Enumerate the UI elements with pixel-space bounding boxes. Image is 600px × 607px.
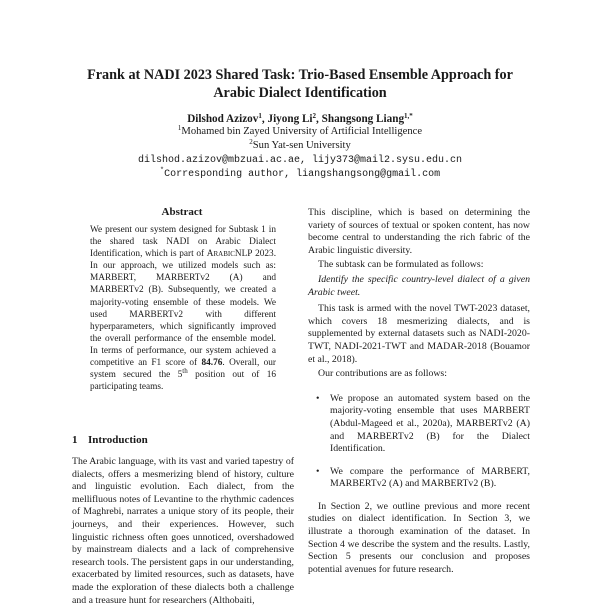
author-3: Shangsong Liang [321,113,405,125]
section-number: 1 [72,434,78,446]
contribution-2: We compare the performance of MARBERT, MARBERTv2 (A) and MARBERTv2 (B). [330,465,530,490]
author-list: Dilshod Azizov$^1$, Jiyong Li$^2$, Shangsong Liang$^{1,*}$ [187,112,413,125]
right-paragraph-5: In Section 2, we outline previous and more recent studies on dialect identification. In Section 3, we illustrate a thorough examination of the dataset. In Section 4 we describe the system and the results. Lastly, Section 5 presents our conclusion and proposes potential avenues for future research. [308,500,530,575]
title-line-1: Frank at NADI 2023 Shared Task: Trio-Based Ensemble Approach for [87,67,513,83]
abstract-heading: Abstract [161,206,203,218]
contributions-list [308,393,530,491]
list-item [308,466,530,491]
contributions-intro: Our contributions are as follows: [318,368,447,380]
title-line-2: Arabic Dialect Identification [213,85,387,101]
affiliation-2-sup: 2 [249,138,253,146]
corresponding-sup: * [159,167,165,175]
section-heading-introduction [72,434,148,446]
affiliation-1-text: Mohamed bin Zayed University of Artificial Intelligence [181,126,423,137]
right-paragraph-3: This task is armed with the novel TWT-2023 dataset, which covers 18 mesmerizing dialects, and is supplemented by external datasets such as NADI-2020-TWT, NADI-2021-TWT and MADAR-2018 (Bouamor et al., 2018). [308,303,530,365]
affiliation-2 [60,140,540,151]
abstract-text-4: position out of 16 participating teams. [90,370,276,393]
bullet-icon: • [316,392,320,404]
abstract-body [90,224,276,393]
corresponding-text: Corresponding author, liangshangsong@gmail.com [164,169,441,180]
arabicnlp-name: ArabicNLP [206,249,253,260]
right-paragraph-2: The subtask can be formulated as follows: [318,259,484,271]
right-column [308,207,530,576]
abstract-text-3: . Overall, our system secured the 5 [90,358,276,381]
introduction-paragraph: The Arabic language, with its vast and varied tapestry of dialects, offers a mesmerizing blend of history, culture and linguistic evolution. Each dialect, from the mellifluous notes of Levantine to the rhythmic cadences of Maghrebi, narrates a unique story of its people, their journeys, and their experiences. However, such linguistic richness often goes unnoticed, overshadowed by mainstream dialects and a lack of comprehensive research tools. The persistent gaps in our understanding, exacerbated by limited resources, such as datasets, have made the exploration of these dialects both a challenge and a treasure hunt for researchers (Althobaiti, [72,456,294,606]
bullet-icon: • [316,465,320,477]
list-item [308,393,530,456]
affiliation-1 [60,126,540,137]
right-paragraph-1: This discipline, which is based on determining the variety of sources of textual or spoken content, has now become central to understanding the rich fabric of the Arabic linguistic diversity. [308,207,530,256]
affiliation-2-text: Sun Yat-sen University [252,140,351,151]
corresponding-author [60,169,540,180]
author-2: Jiyong Li [267,113,313,125]
author-emails: dilshod.azizov@mbzuai.ac.ae, lijy373@mail2.sysu.edu.cn [137,155,463,166]
f1-score: 84.76 [201,358,223,369]
abstract-text-2: 2023. In our approach, we utilized models such as: MARBERT, MARBERTv2 (A) and MARBERTv2 (B). Subsequently, we created a majority-voting ensemble of these models. We used MARBERTv2 with different hyperparameters, which significantly improved the overall performance of the ensemble model. In terms of performance, our system achieved a competitive an F1 score of [90,249,277,369]
section-title: Introduction [88,434,148,446]
author-3-sup: 1,* [404,112,413,120]
rank-sup: th [182,367,188,376]
abstract-text-1: We present our system designed for Subtask 1 in the shared task NADI on Arabic Dialect Identification, which is part of [90,225,276,260]
author-2-sup: 2 [312,112,317,120]
affiliation-1-sup: 1 [177,124,182,132]
contribution-1: We propose an automated system based on the majority-voting ensemble that uses MARBERT (Abdul-Mageed et al., 2020a), MARBERTv2 (A) and MARBERTv2 (B) for the Dialect Identification. [330,392,530,455]
author-1: Dilshod Azizov [187,113,259,125]
author-1-sup: 1 [258,112,262,120]
paper-title [60,66,540,102]
task-definition: Identify the specific country-level dialect of a given Arabic tweet. [308,273,530,298]
